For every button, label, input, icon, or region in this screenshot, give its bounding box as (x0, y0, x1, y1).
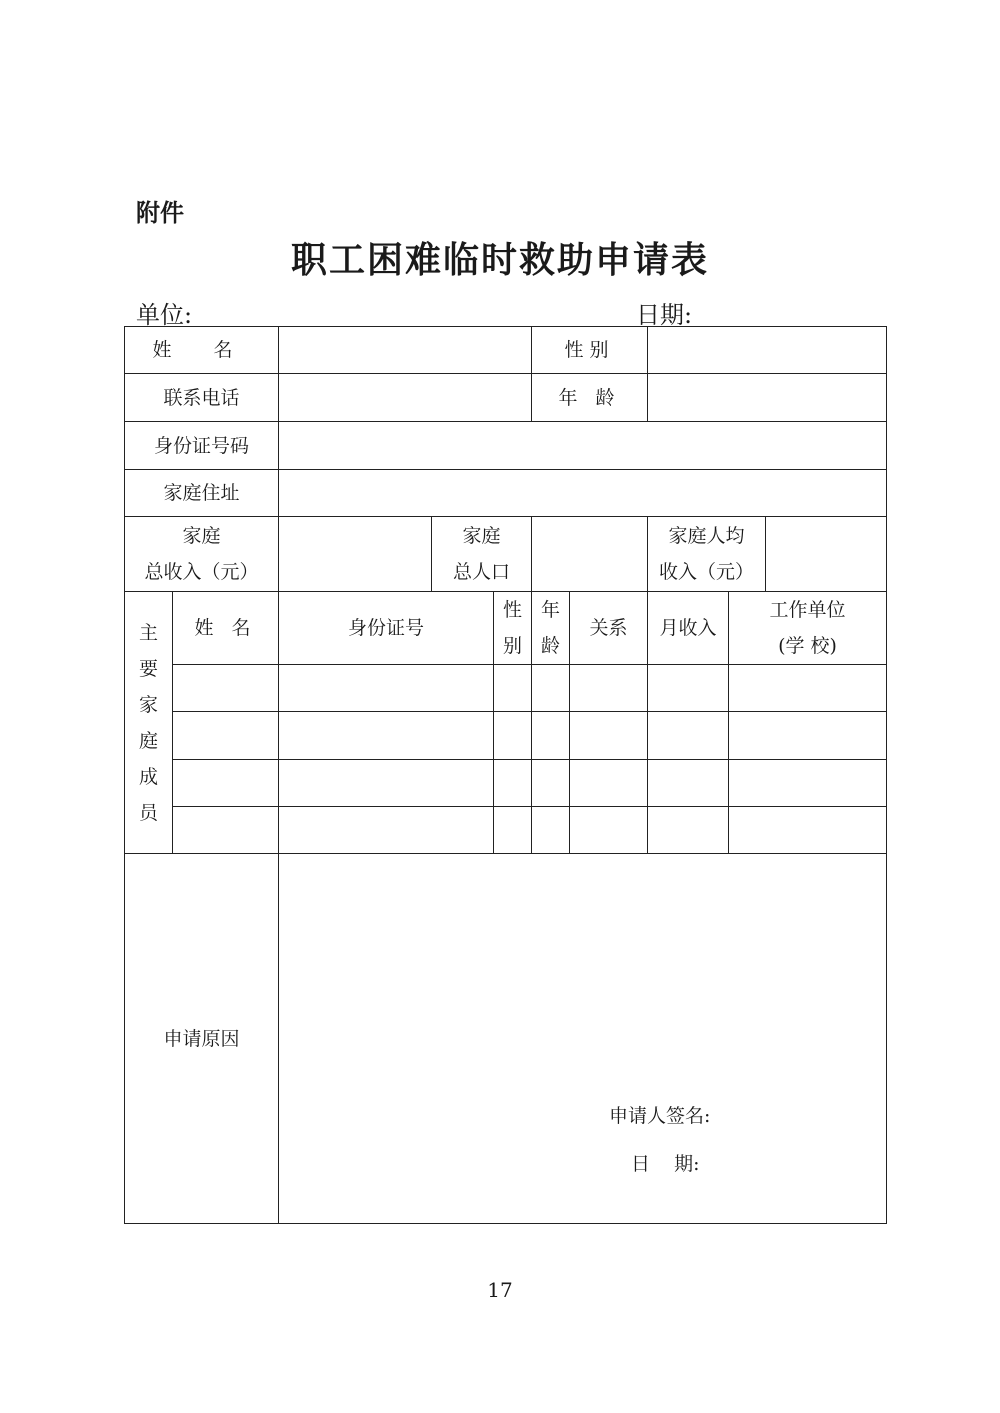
member-name-cell[interactable] (173, 807, 279, 854)
page-number: 17 (487, 1278, 513, 1302)
member-row (125, 807, 887, 854)
col-member-workplace: 工作单位 (学 校) (729, 592, 887, 665)
age-field[interactable] (648, 374, 887, 422)
col-member-relation: 关系 (570, 592, 648, 665)
attachment-label: 附件 (136, 199, 184, 227)
address-label: 家庭住址 (125, 470, 279, 517)
family-members-label: 主 要 家 庭 成 员 (125, 592, 173, 854)
member-gender-cell[interactable] (494, 665, 532, 712)
application-form-table (124, 326, 887, 1224)
signature-date-label: 日 期: (631, 1153, 700, 1175)
member-age-cell[interactable] (532, 807, 570, 854)
member-id-cell[interactable] (279, 665, 494, 712)
member-income-cell[interactable] (648, 807, 729, 854)
name-field[interactable] (279, 327, 532, 374)
household-size-field[interactable] (532, 517, 648, 592)
col-member-id: 身份证号 (279, 592, 494, 665)
id-number-field[interactable] (279, 422, 887, 470)
name-label: 姓 名 (125, 327, 279, 374)
member-relation-cell[interactable] (570, 760, 648, 807)
member-relation-cell[interactable] (570, 665, 648, 712)
member-id-cell[interactable] (279, 807, 494, 854)
gender-field[interactable] (648, 327, 887, 374)
total-income-field[interactable] (279, 517, 432, 592)
member-row (125, 712, 887, 760)
member-name-cell[interactable] (173, 665, 279, 712)
member-id-cell[interactable] (279, 760, 494, 807)
member-row (125, 760, 887, 807)
per-capita-income-label: 家庭人均 收入（元） (648, 517, 766, 592)
member-workplace-cell[interactable] (729, 807, 887, 854)
member-income-cell[interactable] (648, 665, 729, 712)
row-basic-2 (125, 374, 887, 422)
per-capita-income-field[interactable] (766, 517, 887, 592)
id-number-label: 身份证号码 (125, 422, 279, 470)
member-relation-cell[interactable] (570, 807, 648, 854)
date-label: 日期: (636, 301, 693, 329)
reason-field[interactable] (279, 854, 887, 1224)
member-row (125, 665, 887, 712)
member-income-cell[interactable] (648, 760, 729, 807)
col-member-name: 姓 名 (173, 592, 279, 665)
phone-label: 联系电话 (125, 374, 279, 422)
applicant-signature-label: 申请人签名: (609, 1105, 711, 1127)
col-member-gender: 性 别 (494, 592, 532, 665)
members-header-row (125, 592, 887, 665)
total-income-label: 家庭 总收入（元） (125, 517, 279, 592)
reason-row (125, 854, 887, 1224)
gender-label: 性别 (532, 327, 648, 374)
member-age-cell[interactable] (532, 712, 570, 760)
col-member-monthly-income: 月收入 (648, 592, 729, 665)
row-basic-1 (125, 327, 887, 374)
member-gender-cell[interactable] (494, 807, 532, 854)
age-label: 年 龄 (532, 374, 648, 422)
member-workplace-cell[interactable] (729, 760, 887, 807)
member-workplace-cell[interactable] (729, 665, 887, 712)
col-member-age: 年 龄 (532, 592, 570, 665)
household-size-label: 家庭 总人口 (432, 517, 532, 592)
unit-label: 单位: (136, 301, 193, 329)
member-name-cell[interactable] (173, 760, 279, 807)
address-field[interactable] (279, 470, 887, 517)
member-income-cell[interactable] (648, 712, 729, 760)
member-name-cell[interactable] (173, 712, 279, 760)
row-income (125, 517, 887, 592)
row-address (125, 470, 887, 517)
member-relation-cell[interactable] (570, 712, 648, 760)
member-id-cell[interactable] (279, 712, 494, 760)
member-gender-cell[interactable] (494, 712, 532, 760)
form-title: 职工困难临时救助申请表 (290, 239, 709, 281)
member-age-cell[interactable] (532, 760, 570, 807)
member-age-cell[interactable] (532, 665, 570, 712)
member-workplace-cell[interactable] (729, 712, 887, 760)
phone-field[interactable] (279, 374, 532, 422)
member-gender-cell[interactable] (494, 760, 532, 807)
row-id (125, 422, 887, 470)
reason-label: 申请原因 (125, 854, 279, 1224)
